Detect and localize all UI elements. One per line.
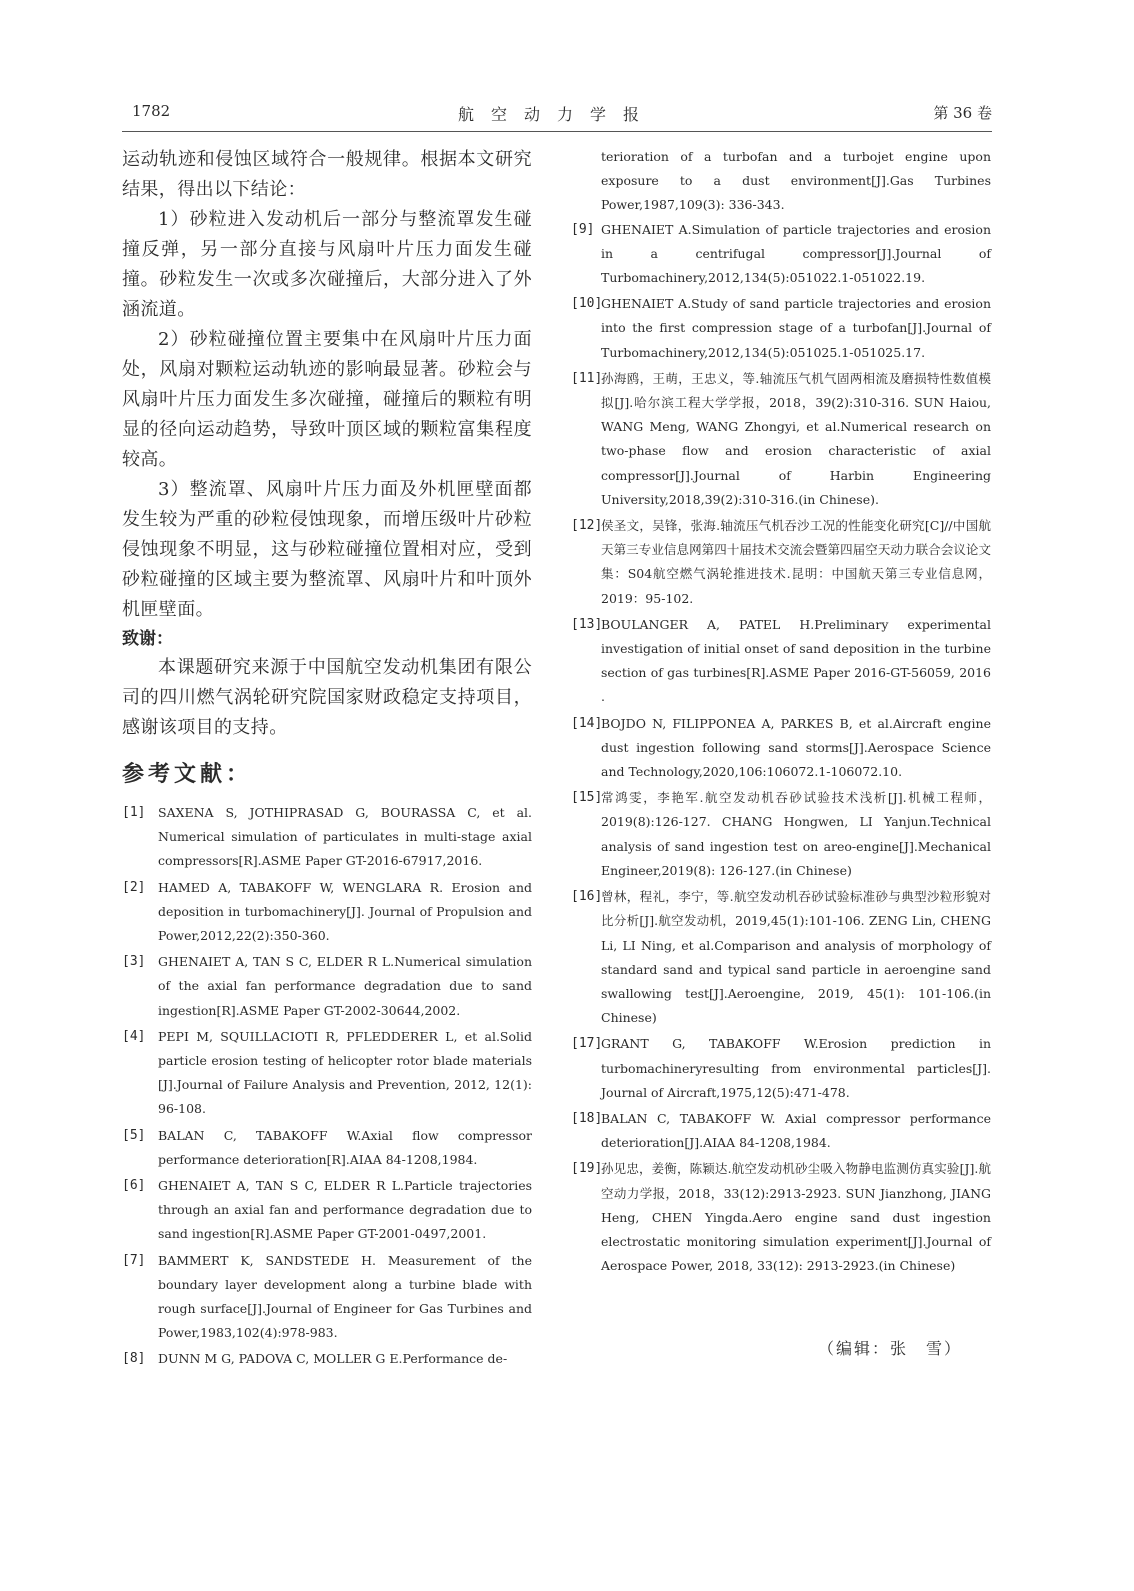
reference-text: SAXENA S, JOTHIPRASAD G, BOURASSA C, et al. Numerical simulation of particulates in multi-stage axial compressors[R].ASME Paper GT-2016-67917,2016.	[158, 805, 532, 869]
reference-text: 孙见忠，姜衡，陈颖达.航空发动机砂尘吸入物静电监测仿真实验[J].航空动力学报，2018，33(12):2913-2923. SUN Jianzhong, JIANG Heng, CHEN Yingda.Aero engine sand dust ingestion electrostatic monitoring simulation experiment[J].Journal of Aerospace Power, 2018, 33(12): 2913-2923.(in Chinese)	[601, 1161, 991, 1274]
acknowledgement-text: 本课题研究来源于中国航空发动机集团有限公司的四川燃气涡轮研究院国家财政稳定支持项目，感谢该项目的支持。	[122, 657, 532, 738]
reference-text: BOJDO N, FILIPPONEA A, PARKES B, et al.Aircraft engine dust ingestion following sand storms[J].Aerospace Science and Technology,2020,106:106072.1-106072.10.	[601, 715, 991, 780]
reference-item	[571, 1157, 991, 1278]
reference-number: [3]	[122, 954, 146, 970]
right-column	[571, 145, 991, 1278]
reference-item	[571, 885, 991, 1030]
reference-number: [19]	[571, 1161, 603, 1177]
journal-title: 航空动力学报	[457, 105, 656, 124]
reference-text: 曾林，程礼，李宁，等.航空发动机吞砂试验标准砂与典型沙粒形貌对比分析[J].航空发动机，2019,45(1):101-106. ZENG Lin, CHENG Li, LI Ning, et al.Comparison and analysis of morphology of standard sand and typical sand particle in aeroengine sand swallowing test[J].Aeroengine, 2019, 45(1): 101-106.(in Chinese)	[601, 889, 991, 1026]
reference-item	[122, 950, 532, 1023]
reference-item	[571, 514, 991, 611]
reference-text: GHENAIET A.Simulation of particle trajectories and erosion in a centrifugal compressor[J].Journal of Turbomachinery,2012,134(5):051022.1-051022.19.	[601, 221, 991, 286]
reference-number: [5]	[122, 1127, 146, 1143]
left-column	[122, 145, 532, 1372]
reference-number: [13]	[571, 616, 603, 632]
references-title: 参考文献：	[122, 761, 253, 787]
body-paragraph: 运动轨迹和侵蚀区域符合一般规律。根据本文研究结果，得出以下结论：	[122, 149, 532, 200]
reference-continuation: terioration of a turbofan and a turbojet engine upon exposure to a dust environment[J].Gas Turbines Power,1987,109(3): 336-343.	[601, 149, 991, 213]
reference-number: [11]	[571, 370, 603, 386]
reference-item	[122, 801, 532, 874]
reference-number: [17]	[571, 1036, 603, 1052]
reference-item	[571, 1107, 991, 1155]
reference-text: GHENAIET A.Study of sand particle trajectories and erosion into the first compression stage of a turbofan[J].Journal of Turbomachinery,2012,134(5):051025.1-051025.17.	[601, 296, 991, 360]
reference-text: BALAN C, TABAKOFF W.Axial flow compressor performance deterioration[R].AIAA 84-1208,1984.	[158, 1127, 532, 1167]
reference-text: 侯圣文，吴锋，张海.轴流压气机吞沙工况的性能变化研究[C]//中国航天第三专业信息网第四十届技术交流会暨第四届空天动力联合会议论文集：S04航空燃气涡轮推进技术.昆明：中国航天第三专业信息网，2019：95-102.	[601, 518, 991, 606]
reference-item	[571, 786, 991, 883]
reference-number: [1]	[122, 805, 146, 820]
conclusion-1: 1）砂粒进入发动机后一部分与整流罩发生碰撞反弹，另一部分直接与风扇叶片压力面发生碰撞。砂粒发生一次或多次碰撞后，大部分进入了外涵流道。	[122, 209, 532, 320]
reference-item	[571, 292, 991, 365]
volume-label: 第 36 卷	[933, 104, 992, 122]
reference-number: [7]	[122, 1252, 146, 1268]
reference-item	[122, 1347, 532, 1371]
reference-text: GHENAIET A, TAN S C, ELDER R L.Numerical simulation of the axial fan performance degradation due to sand ingestion[R].ASME Paper GT-2002-30644,2002.	[158, 954, 532, 1018]
reference-text: DUNN M G, PADOVA C, MOLLER G E.Performance de-	[158, 1351, 508, 1367]
reference-item	[571, 367, 991, 512]
page-number: 1782	[132, 102, 171, 120]
reference-text: BOULANGER A, PATEL H.Preliminary experimental investigation of initial onset of sand deposition in the turbine section of gas turbines[R].ASME Paper 2016-GT-56059, 2016 .	[601, 616, 991, 705]
reference-item	[122, 1124, 532, 1172]
page-header	[122, 102, 992, 128]
reference-item	[122, 1174, 532, 1247]
acknowledgement-title: 致谢：	[122, 629, 173, 649]
reference-text: GHENAIET A, TAN S C, ELDER R L.Particle trajectories through an axial fan and performance degradation due to sand ingestion[R].ASME Paper GT-2001-0497,2001.	[158, 1178, 532, 1242]
reference-item	[122, 1025, 532, 1122]
reference-number: [14]	[571, 715, 603, 731]
reference-number: [10]	[571, 296, 603, 312]
reference-text: 孙海鸥，王萌，王忠义，等.轴流压气机气固两相流及磨损特性数值模拟[J].哈尔滨工程大学学报，2018，39(2):310-316. SUN Haiou, WANG Meng, WANG Zhongyi, et al.Numerical research on two-phase flow and erosion characteristic of axial compressor[J].Journal of Harbin Engineering University,2018,39(2):310-316.(in Chinese).	[601, 370, 991, 507]
reference-number: [18]	[571, 1110, 603, 1126]
reference-number: [6]	[122, 1178, 146, 1194]
reference-number: [16]	[571, 889, 603, 905]
reference-text: GRANT G, TABAKOFF W.Erosion prediction in turbomachineryresulting from environmental particles[J]. Journal of Aircraft,1975,12(5):471-478.	[601, 1036, 991, 1100]
reference-text: BALAN C, TABAKOFF W. Axial compressor performance deterioration[J].AIAA 84-1208,1984.	[601, 1110, 991, 1151]
reference-item	[571, 712, 991, 785]
reference-item	[571, 613, 991, 710]
reference-text: 常鸿雯，李艳军.航空发动机吞砂试验技术浅析[J].机械工程师，2019(8):126-127. CHANG Hongwen, LI Yanjun.Technical analysis of sand ingestion test on areo-engine[J].Mechanical Engineer,2019(8): 126-127.(in Chinese)	[601, 790, 991, 878]
conclusion-3: 3）整流罩、风扇叶片压力面及外机匣壁面都发生较为严重的砂粒侵蚀现象，而增压级叶片砂粒侵蚀现象不明显，这与砂粒碰撞位置相对应，受到砂粒碰撞的区域主要为整流罩、风扇叶片和叶顶外机匣壁面。	[122, 479, 532, 620]
reference-number: [12]	[571, 518, 603, 534]
reference-item	[122, 1249, 532, 1346]
reference-number: [9]	[571, 221, 595, 237]
reference-item	[122, 876, 532, 949]
reference-text: PEPI M, SQUILLACIOTI R, PFLEDDERER L, et al.Solid particle erosion testing of helicopter rotor blade materials [J].Journal of Failure Analysis and Prevention, 2012, 12(1): 96-108.	[158, 1028, 532, 1117]
editor-note: （编辑：张 雪）	[817, 1339, 962, 1358]
reference-text: BAMMERT K, SANDSTEDE H. Measurement of the boundary layer development along a turbine blade with rough surface[J].Journal of Engineer for Gas Turbines and Power,1983,102(4):978-983.	[158, 1252, 532, 1341]
conclusion-2: 2）砂粒碰撞位置主要集中在风扇叶片压力面处，风扇对颗粒运动轨迹的影响最显著。砂粒会与风扇叶片压力面发生多次碰撞，碰撞后的颗粒有明显的径向运动趋势，导致叶顶区域的颗粒富集程度较高。	[122, 329, 532, 470]
reference-text: HAMED A, TABAKOFF W, WENGLARA R. Erosion and deposition in turbomachinery[J]. Journal of Propulsion and Power,2012,22(2):350-360.	[158, 879, 532, 944]
reference-number: [8]	[122, 1351, 146, 1367]
reference-number: [4]	[122, 1028, 146, 1044]
reference-item	[571, 1032, 991, 1105]
reference-number: [2]	[122, 879, 146, 895]
reference-item	[571, 218, 991, 291]
reference-number: [15]	[571, 790, 603, 806]
header-rule	[122, 131, 992, 132]
